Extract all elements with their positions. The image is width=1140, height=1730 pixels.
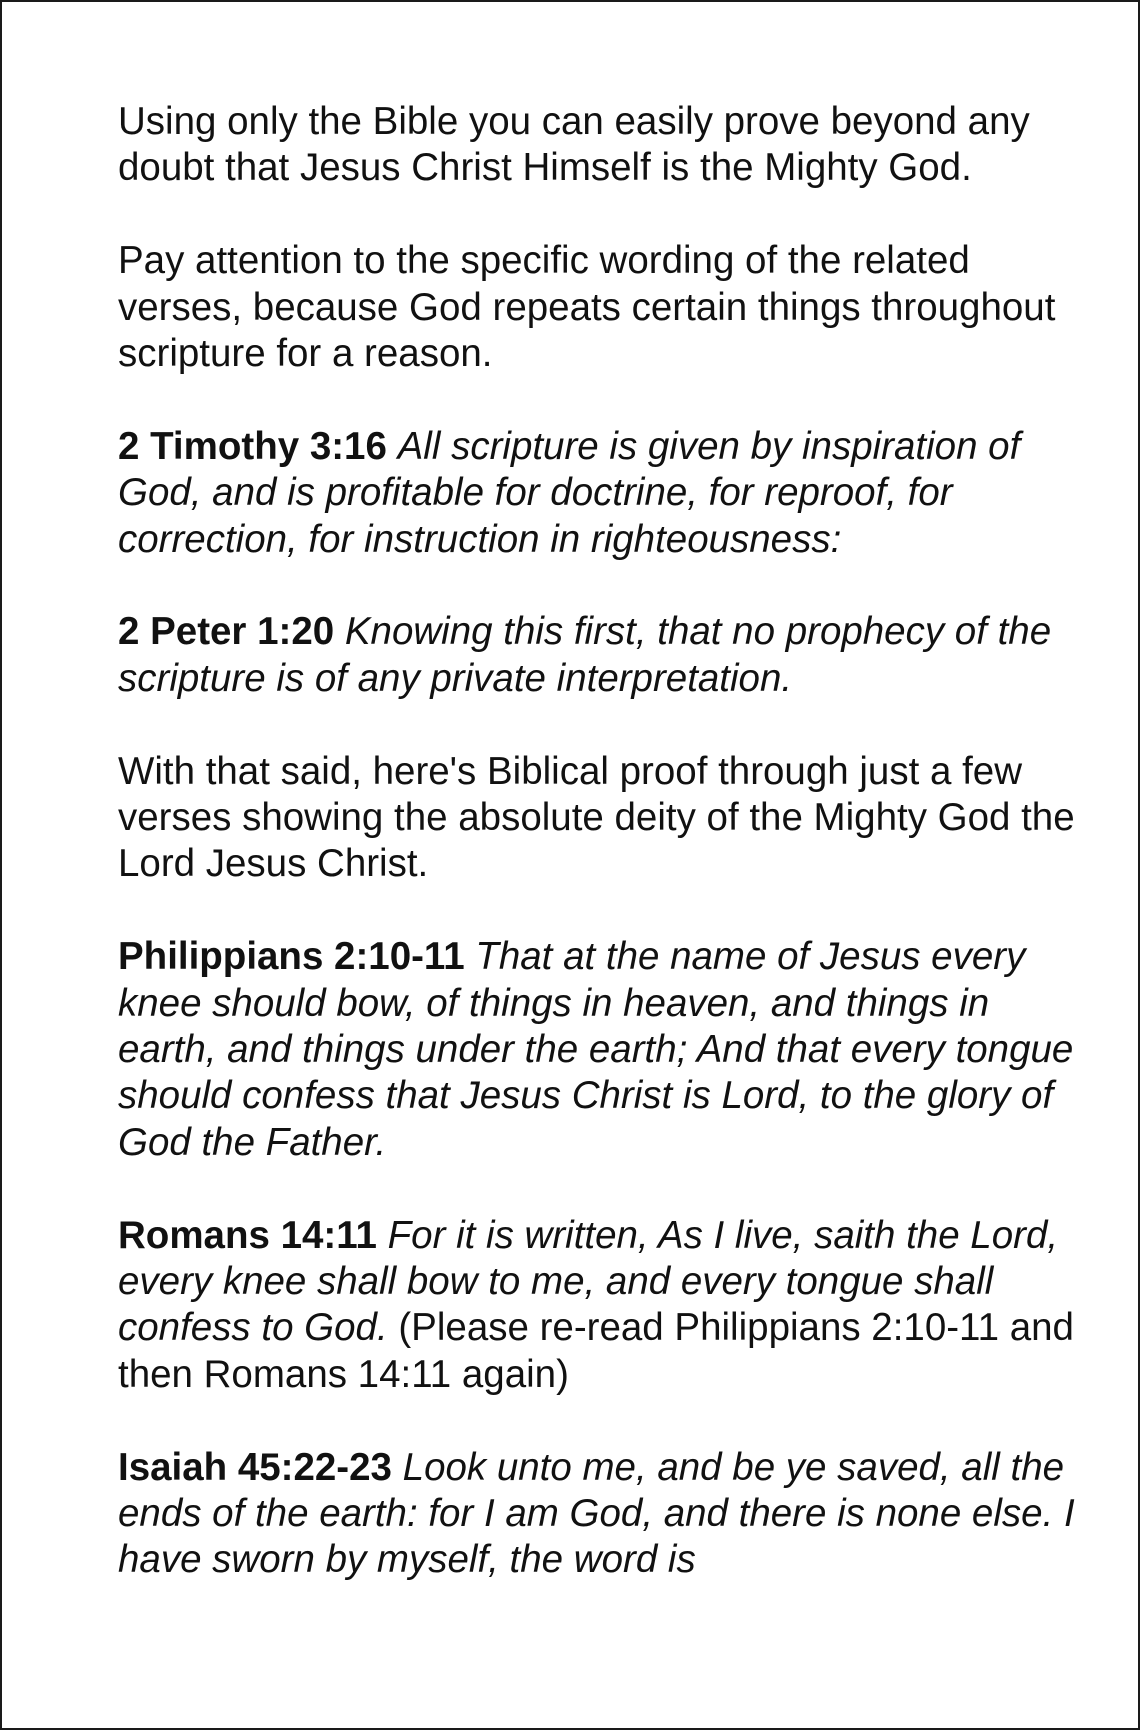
verse-text: All scripture is given by inspiration of God, and is profitable for doctrine, for reproof, for correction, for instruction in righteousness: xyxy=(118,424,1021,561)
verse-reference: Romans 14:11 xyxy=(118,1213,377,1257)
instruction-paragraph xyxy=(118,238,1078,377)
verse-text: Knowing this first, that no prophecy of the scripture is of any private interpretation. xyxy=(118,610,1052,700)
verse-reference: 2 Peter 1:20 xyxy=(118,610,335,654)
verse-reference: 2 Timothy 3:16 xyxy=(118,424,387,468)
transition-text: With that said, here's Biblical proof through just a few verses showing the absolute deity of the Mighty God the Lord Jesus Christ. xyxy=(118,749,1075,886)
reread-note: (Please re-read Philippians 2:10-11 and then Romans 14:11 again) xyxy=(118,1306,1074,1396)
intro-text: Using only the Bible you can easily prove beyond any doubt that Jesus Christ Himself is the Mighty God. xyxy=(118,100,1030,190)
verse-text: That at the name of Jesus every knee should bow, of things in heaven, and things in earth, and things under the earth; And that every tongue should confess that Jesus Christ is Lord, to the glory of God the Father. xyxy=(118,935,1074,1164)
transition-paragraph xyxy=(118,749,1078,888)
verse-text: For it is written, As I live, saith the Lord, every knee shall bow to me, and every tongue shall confess to God. xyxy=(118,1213,1059,1350)
proof-paragraph xyxy=(118,1213,1078,1399)
verse-paragraph xyxy=(118,609,1078,702)
verse-text: Look unto me, and be ye saved, all the ends of the earth: for I am God, and there is none else. I have sworn by myself, the word is xyxy=(118,1445,1075,1582)
intro-paragraph xyxy=(118,99,1078,192)
verse-paragraph xyxy=(118,424,1078,563)
proof-paragraph xyxy=(118,1445,1078,1584)
proof-paragraph xyxy=(118,934,1078,1166)
verse-reference: Isaiah 45:22-23 xyxy=(118,1445,392,1489)
instruction-text: Pay attention to the specific wording of the related verses, because God repeats certain things throughout scripture for a reason. xyxy=(118,239,1056,376)
verse-reference: Philippians 2:10-11 xyxy=(118,935,465,979)
